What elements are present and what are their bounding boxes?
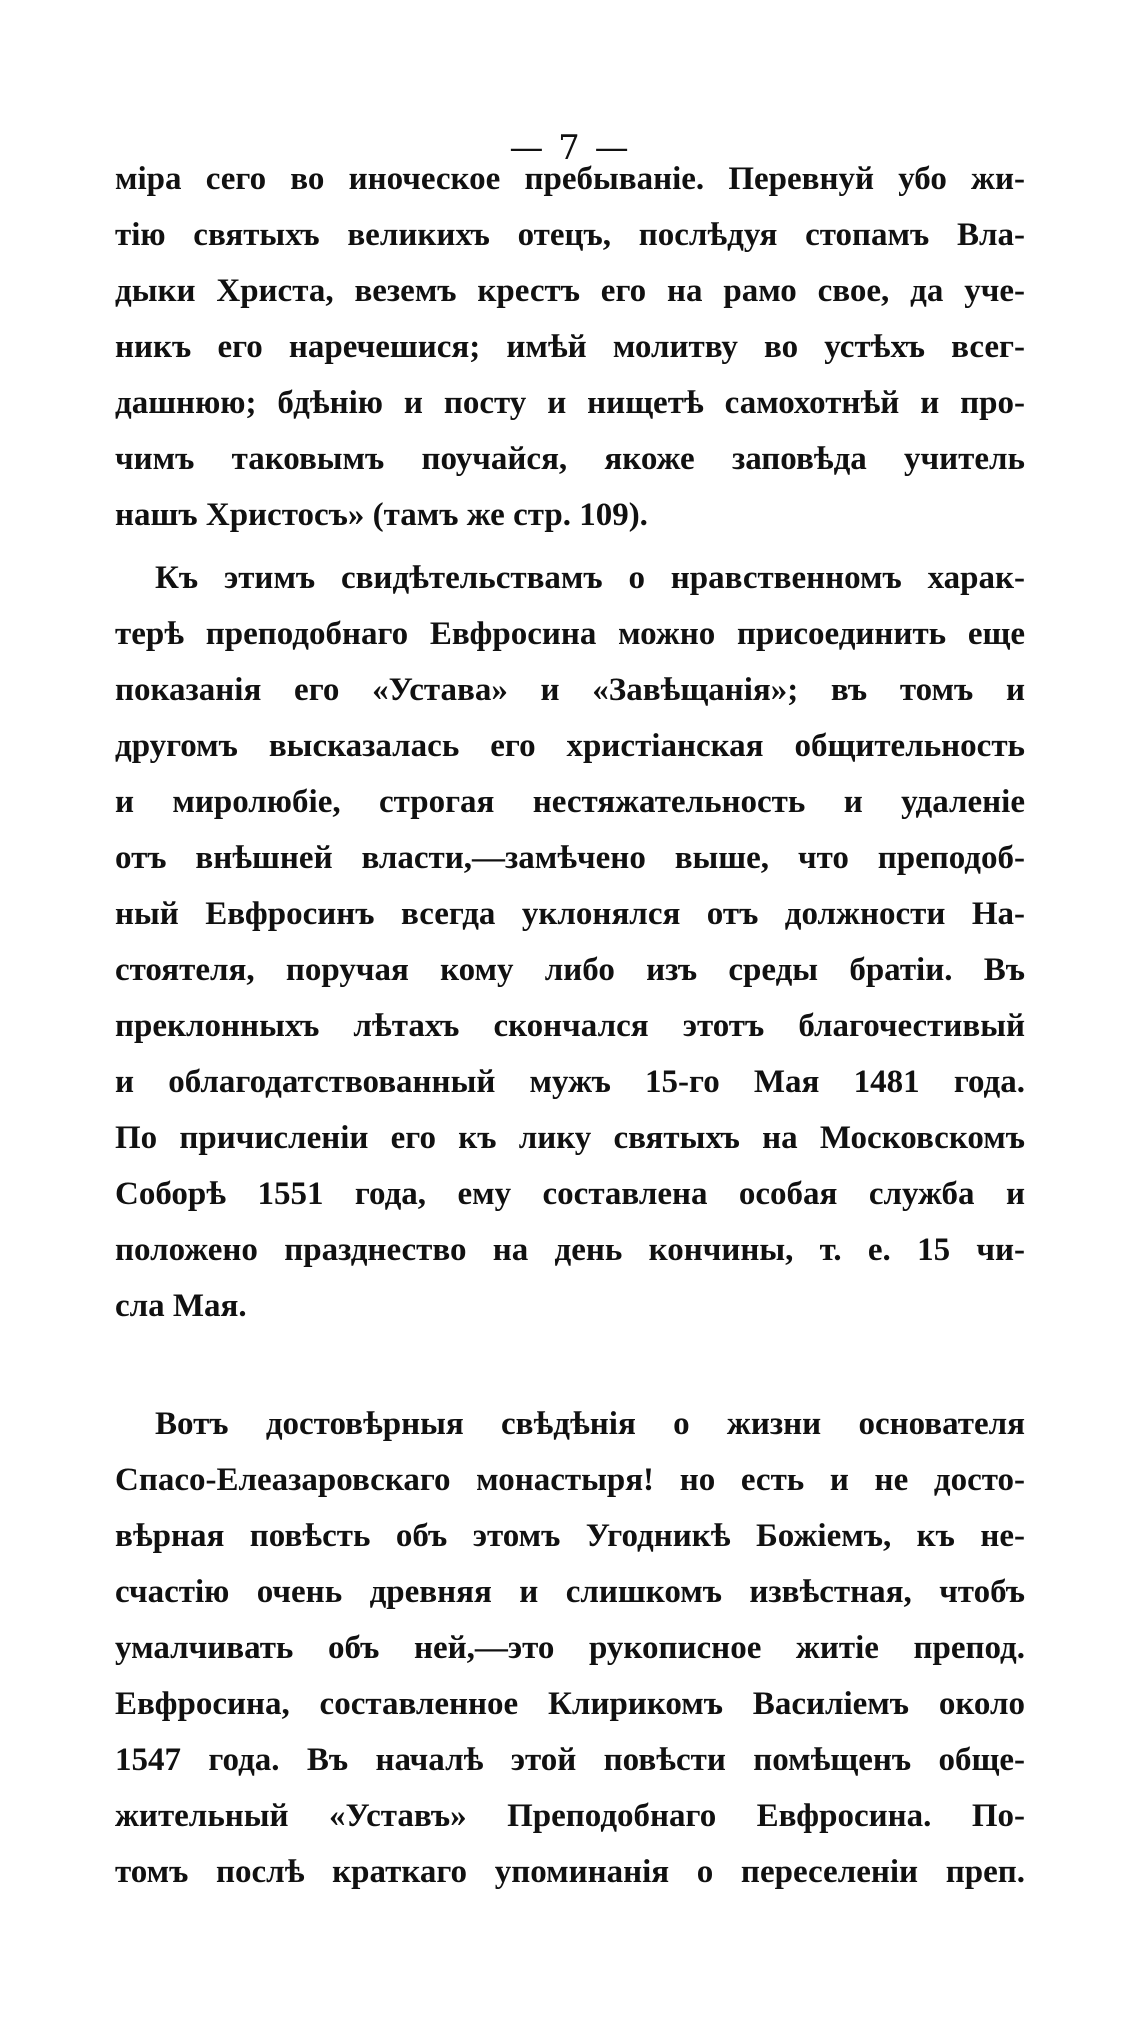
text-line: положено празднество на день кончины, т. е. 15 чи- <box>115 1232 1025 1268</box>
text-line: терѣ преподобнаго Евфросина можно присоединить еще <box>115 616 1025 652</box>
text-line: томъ послѣ краткаго упоминанія о переселеніи преп. <box>115 1854 1025 1890</box>
text-line: никъ его наречешися; имѣй молитву во устѣхъ всег- <box>115 329 1025 365</box>
text-line: тію святыхъ великихъ отецъ, послѣдуя стопамъ Вла- <box>115 217 1025 253</box>
text-line: показанія его «Устава» и «Завѣщанія»; въ томъ и <box>115 672 1025 708</box>
text-line: сла Мая. <box>115 1288 247 1324</box>
text-line: Спасо-Елеазаровскаго монастыря! но есть и не досто- <box>115 1462 1025 1498</box>
text-line: міра сего во иноческое пребываніе. Перевнуй убо жи- <box>115 161 1025 197</box>
text-line: нашъ Христосъ» (тамъ же стр. 109). <box>115 497 648 533</box>
text-line: отъ внѣшней власти,—замѣчено выше, что преподоб- <box>115 840 1025 876</box>
text-line: и облагодатствованный мужъ 15-го Мая 1481 года. <box>115 1064 1025 1100</box>
text-line: счастію очень древняя и слишкомъ извѣстная, чтобъ <box>115 1574 1025 1610</box>
text-line: вѣрная повѣсть объ этомъ Угодникѣ Божіемъ, къ не- <box>115 1518 1025 1554</box>
text-line: стоятеля, поручая кому либо изъ среды братіи. Въ <box>115 952 1025 988</box>
text-line: ный Евфросинъ всегда уклонялся отъ должности На- <box>115 896 1025 932</box>
text-line: и миролюбіе, строгая нестяжательность и удаленіе <box>115 784 1025 820</box>
text-line: Къ этимъ свидѣтельствамъ о нравственномъ харак- <box>155 560 1025 596</box>
text-line: Соборѣ 1551 года, ему составлена особая служба и <box>115 1176 1025 1212</box>
text-line: чимъ таковымъ поучайся, якоже заповѣда учитель <box>115 441 1025 477</box>
text-line: 1547 года. Въ началѣ этой повѣсти помѣщенъ обще- <box>115 1742 1025 1778</box>
text-line: По причисленіи его къ лику святыхъ на Московскомъ <box>115 1120 1025 1156</box>
text-line: Вотъ достовѣрныя свѣдѣнія о жизни основателя <box>155 1406 1025 1442</box>
text-line: дыки Христа, веземъ крестъ его на рамо свое, да уче- <box>115 273 1025 309</box>
text-line: преклонныхъ лѣтахъ скончался этотъ благочестивый <box>115 1008 1025 1044</box>
page-number: — 7 — <box>509 128 631 168</box>
text-line: Евфросина, составленное Клирикомъ Василіемъ около <box>115 1686 1025 1722</box>
text-line: жительный «Уставъ» Преподобнаго Евфросина. По- <box>115 1798 1025 1834</box>
text-line: другомъ высказалась его христіанская общительность <box>115 728 1025 764</box>
text-line: умалчивать объ ней,—это рукописное житіе препод. <box>115 1630 1025 1666</box>
text-line: дашнюю; бдѣнію и посту и нищетѣ самохотнѣй и про- <box>115 385 1025 421</box>
